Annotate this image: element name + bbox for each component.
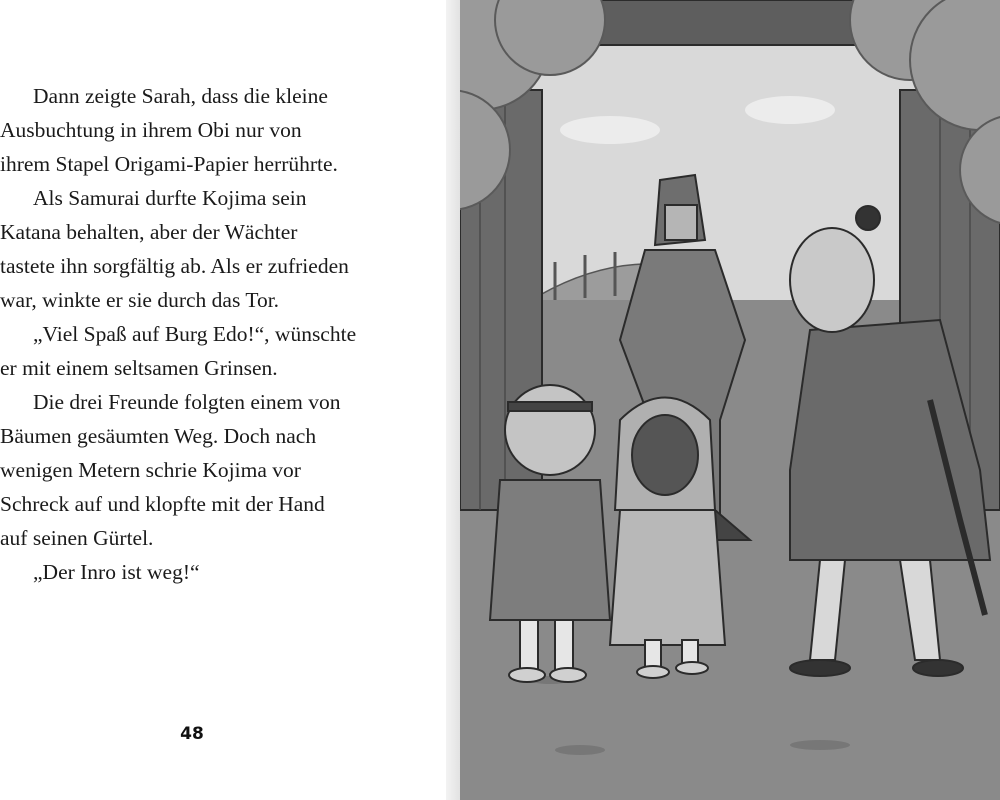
paragraph: Die drei Freunde folgten einem von Bäumen gesäumten Weg. Doch nach wenigen Metern schrie Kojima vor Schreck auf und klopfte mit der Hand auf seinen Gürtel.	[0, 390, 341, 550]
cloud	[745, 96, 835, 124]
paragraph: „Der Inro ist weg!“	[33, 560, 200, 584]
body-text	[0, 79, 430, 589]
paragraph: Dann zeigte Sarah, dass die kleine Ausbuchtung in ihrem Obi nur von ihrem Stapel Origami-Papier herrührte.	[0, 84, 338, 176]
page-number: 48	[180, 724, 204, 744]
stone	[555, 745, 605, 755]
paragraph: Als Samurai durfte Kojima sein Katana behalten, aber der Wächter tastete ihn sorgfältig ab. Als er zufrieden war, winkte er sie durch das Tor.	[0, 186, 349, 312]
book-gutter	[446, 0, 460, 800]
illustration	[460, 0, 1000, 800]
paragraph: „Viel Spaß auf Burg Edo!“, wünschte er mit einem seltsamen Grinsen.	[0, 322, 357, 380]
cloud	[560, 116, 660, 144]
text-page	[0, 0, 460, 800]
character-girl	[610, 398, 725, 679]
stone	[790, 740, 850, 750]
